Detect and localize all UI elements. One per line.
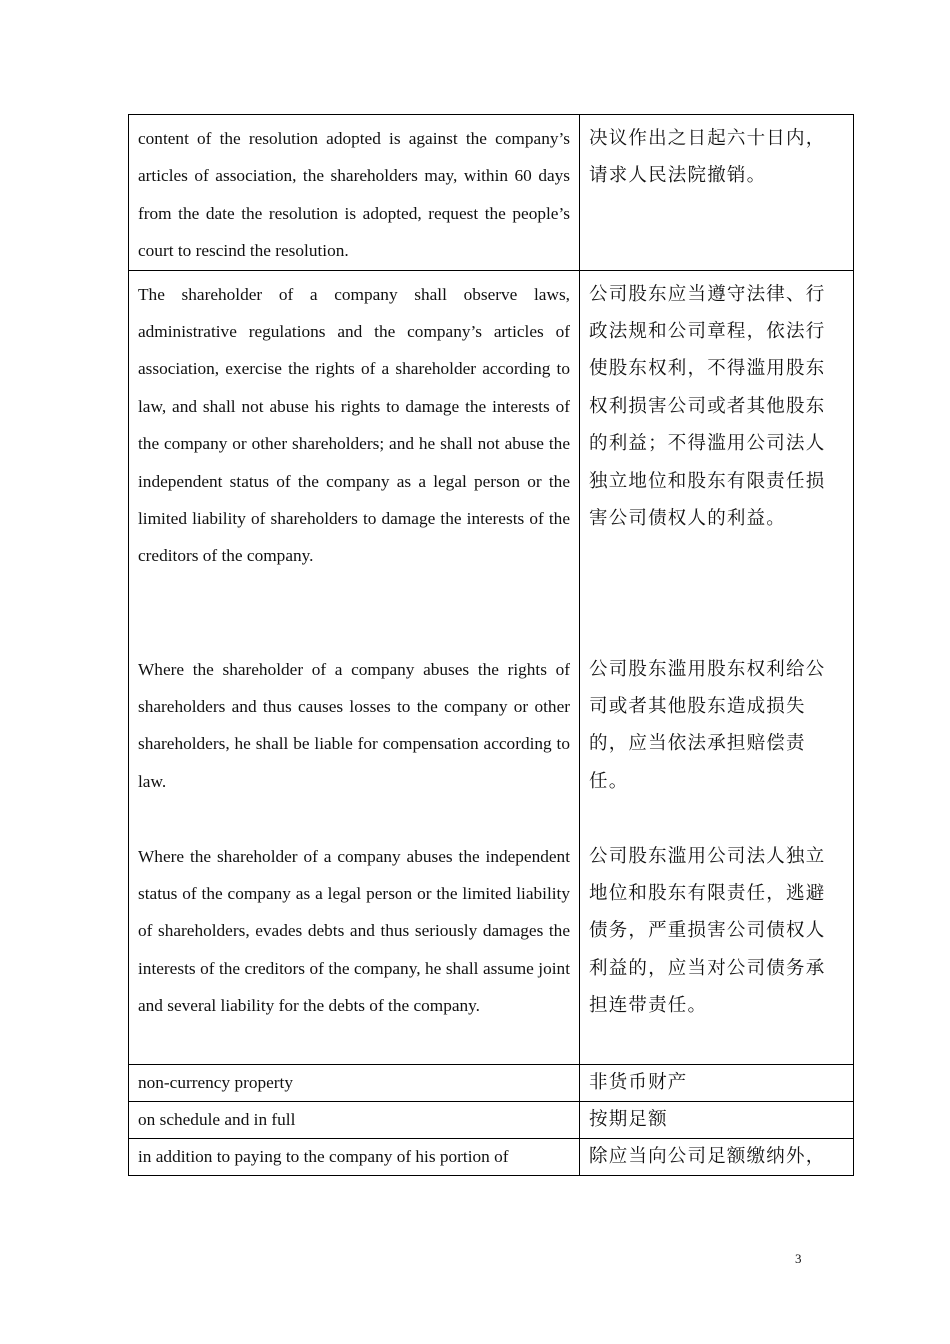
chinese-cell: [580, 1101, 854, 1138]
english-text: Where the shareholder of a company abuses the rights of shareholders and thus causes losses to the company or other shareholders, he shall be liable for compensation according to law.: [138, 659, 570, 791]
paragraph-block: [138, 838, 570, 1064]
paragraph-block: [589, 838, 845, 1064]
english-cell: [129, 270, 580, 1064]
english-cell: [129, 1101, 580, 1138]
chinese-text: 非货币财产: [589, 1071, 688, 1093]
paragraph-block: [589, 651, 845, 838]
chinese-text: 决议作出之日起六十日内，请求人民法院撤销。: [589, 128, 826, 187]
chinese-cell: [580, 1064, 854, 1101]
chinese-text: 除应当向公司足额缴纳外，: [589, 1145, 826, 1167]
paragraph-block: [589, 276, 845, 651]
english-text: in addition to paying to the company of his portion of: [138, 1146, 509, 1166]
chinese-cell: [580, 115, 854, 271]
table-row: [129, 1138, 854, 1175]
chinese-text: 按期足额: [589, 1108, 668, 1130]
table-row: [129, 1064, 854, 1101]
chinese-text: 公司股东滥用公司法人独立地位和股东有限责任，逃避债务，严重损害公司债权人利益的，应当对公司债务承担连带责任。: [589, 845, 826, 1017]
paragraph-block: [138, 276, 570, 651]
page-number: 3: [795, 1251, 802, 1266]
english-text: Where the shareholder of a company abuses the independent status of the company as a legal person or the limited liability of shareholders, evades debts and thus seriously damages the interests of the creditors of the company, he shall assume joint and several liability for the debts of the company.: [138, 846, 570, 1016]
english-cell: [129, 115, 580, 271]
table-row: [129, 1101, 854, 1138]
chinese-cell: [580, 1138, 854, 1175]
chinese-text: 公司股东应当遵守法律、行政法规和公司章程，依法行使股东权利，不得滥用股东权利损害公司或者其他股东的利益；不得滥用公司法人独立地位和股东有限责任损害公司债权人的利益。: [589, 283, 826, 530]
english-text: The shareholder of a company shall observe laws, administrative regulations and the company’s articles of association, exercise the rights of a shareholder according to law, and shall not abuse his rights to damage the interests of the company or other shareholders; and he shall not abuse the independent status of the company as a legal person or the limited liability of shareholders to damage the interests of the creditors of the company.: [138, 284, 570, 566]
english-cell: [129, 1138, 580, 1175]
english-text: non-currency property: [138, 1072, 293, 1092]
glossary-table-container: [128, 114, 826, 1176]
english-text: content of the resolution adopted is against the company’s articles of association, the shareholders may, within 60 days from the date the resolution is adopted, request the people’s court to rescind the resolution.: [138, 129, 570, 261]
chinese-text: 公司股东滥用股东权利给公司或者其他股东造成损失的，应当依法承担赔偿责任。: [589, 658, 826, 792]
table-row: [129, 115, 854, 271]
table-row: [129, 270, 854, 1064]
paragraph-block: [138, 651, 570, 838]
english-text: on schedule and in full: [138, 1109, 296, 1129]
glossary-table: [128, 114, 854, 1176]
chinese-cell: [580, 270, 854, 1064]
english-cell: [129, 1064, 580, 1101]
